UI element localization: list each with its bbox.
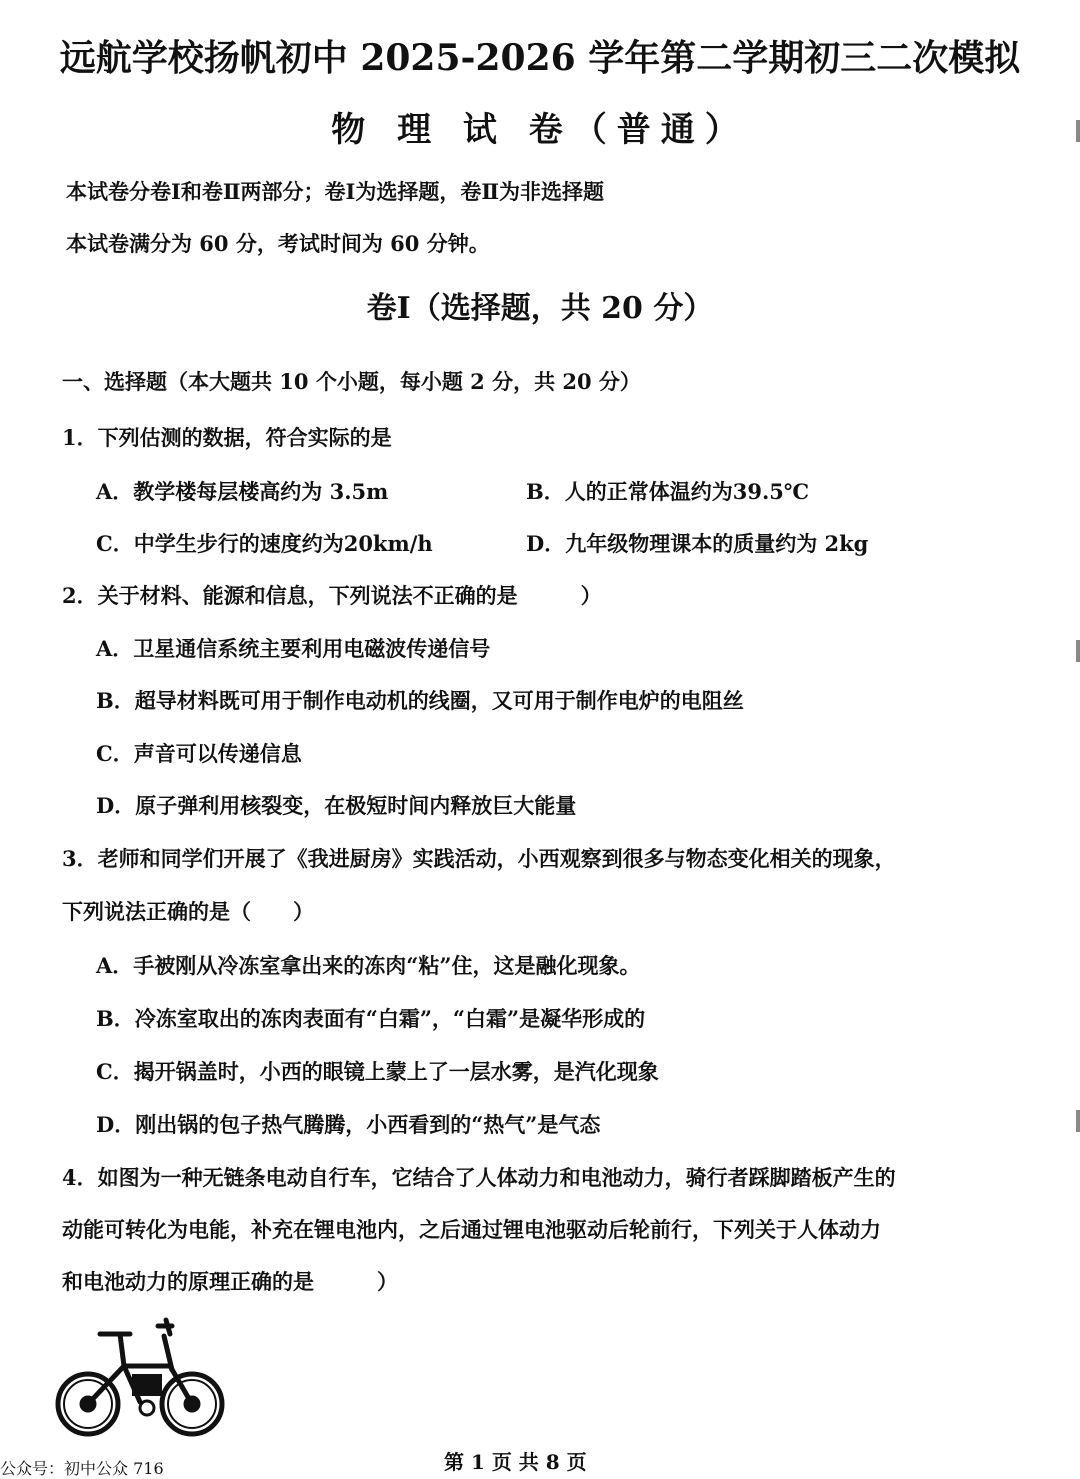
- exam-subtitle: 物 理 试 卷（普通）: [331, 110, 749, 150]
- question-1-option-b: B．人的正常体温约为39.5℃: [526, 479, 810, 504]
- question-1-stem: 1．下列估测的数据，符合实际的是: [62, 425, 392, 450]
- question-3-stem-line-2: 下列说法正确的是（ ）: [62, 899, 314, 924]
- question-1-option-d: D．九年级物理课本的质量约为 2kg: [526, 531, 869, 556]
- question-2-option-b: B．超导材料既可用于制作电动机的线圈，又可用于制作电炉的电阻丝: [96, 688, 744, 713]
- page-number: 第 1 页 共 8 页: [444, 1450, 587, 1474]
- scan-edge-mark: [1076, 120, 1080, 142]
- scan-edge-mark: [1076, 640, 1080, 662]
- part-title: 一、选择题（本大题共 10 个小题，每小题 2 分，共 20 分）: [62, 369, 641, 394]
- question-3-option-b: B．冷冻室取出的冻肉表面有“白霜”，“白霜”是凝华形成的: [96, 1006, 646, 1031]
- question-4-stem-line-2: 动能可转化为电能，补充在锂电池内，之后通过锂电池驱动后轮前行，下列关于人体动力: [62, 1217, 881, 1242]
- question-4-stem-line-1: 4．如图为一种无链条电动自行车，它结合了人体动力和电池动力，骑行者踩脚踏板产生的: [62, 1165, 896, 1190]
- electric-bicycle-figure: [52, 1312, 232, 1442]
- section-title: 卷Ⅰ（选择题，共 20 分）: [366, 291, 714, 326]
- question-2-option-a: A．卫星通信系统主要利用电磁波传递信号: [96, 636, 491, 661]
- question-2-option-c: C．声音可以传递信息: [96, 741, 302, 766]
- footer-watermark: 公众号：初中公众 716: [0, 1459, 164, 1478]
- question-3-option-a: A．手被刚从冷冻室拿出来的冻肉“粘”住，这是融化现象。: [96, 953, 641, 978]
- instruction-line-2: 本试卷满分为 60 分，考试时间为 60 分钟。: [66, 231, 490, 256]
- instruction-line-1: 本试卷分卷Ⅰ和卷Ⅱ两部分；卷Ⅰ为选择题，卷Ⅱ为非选择题: [66, 179, 605, 204]
- question-3-stem-line-1: 3．老师和同学们开展了《我进厨房》实践活动，小西观察到很多与物态变化相关的现象，: [62, 846, 896, 871]
- question-3-option-c: C．揭开锅盖时，小西的眼镜上蒙上了一层水雾，是汽化现象: [96, 1059, 659, 1084]
- question-3-option-d: D．刚出锅的包子热气腾腾，小西看到的“热气”是气态: [96, 1112, 601, 1137]
- exam-title: 远航学校扬帆初中 2025-2026 学年第二学期初三二次模拟: [59, 37, 1021, 79]
- question-1-option-a: A．教学楼每层楼高约为 3.5m: [96, 479, 389, 504]
- question-2-stem: 2．关于材料、能源和信息，下列说法不正确的是 ）: [62, 583, 602, 608]
- question-2-option-d: D．原子弹利用核裂变，在极短时间内释放巨大能量: [96, 793, 577, 818]
- question-1-option-c: C．中学生步行的速度约为20km/h: [96, 531, 433, 556]
- question-4-stem-line-3: 和电池动力的原理正确的是 ）: [62, 1269, 398, 1294]
- scan-edge-mark: [1076, 1110, 1080, 1132]
